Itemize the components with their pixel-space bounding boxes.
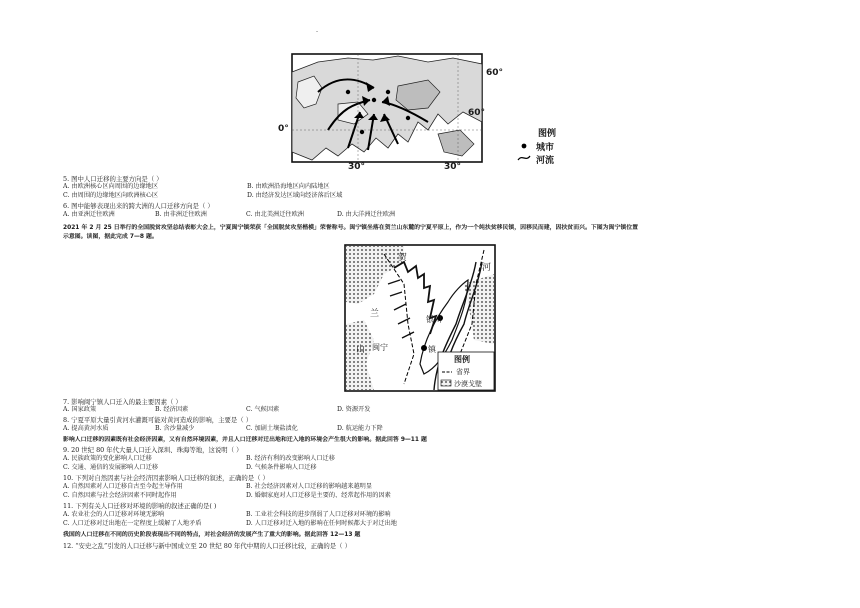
q5-option-a: A. 由欧洲核心区向周围的边缘地区 (63, 183, 159, 190)
q7-option-a: A. 国家政策 (63, 406, 97, 413)
map2-river-label: 河 (482, 263, 492, 273)
q5-option-c: C. 由周围的边缘地区向欧洲核心区 (63, 192, 159, 199)
q8-option-c: C. 加剧土壤盐渍化 (246, 425, 298, 432)
intro-7-8-line2: 示意图。读图，据此完成 7—8 题。 (63, 234, 158, 240)
lat-60-label: 60° (468, 108, 486, 118)
q5-option-b: B. 由欧洲沿海地区向内陆地区 (247, 183, 330, 190)
map2-minning-label: 闽宁 (372, 343, 388, 352)
q11-option-c: C. 人口迁移对迁出地在一定程度上缓解了人地矛盾 (63, 520, 202, 527)
q9-option-b: B. 经济有利的改变影响人口迁移 (246, 455, 335, 462)
map2-yinchuan-label: 银川 (426, 315, 442, 324)
q9-stem: 9. 20 世纪 80 年代大量人口迁入深圳、珠海等地，这说明（ ） (63, 446, 243, 454)
lon-30-left-label: 30° (348, 162, 366, 172)
lon-30-right-label: 30° (444, 162, 462, 172)
q7-option-b: B. 经济因素 (155, 406, 189, 413)
q7-stem: 7. 影响闽宁镇人口迁入的最主要因素（ ） (63, 398, 182, 406)
map2-legend-title: 图例 (454, 355, 470, 364)
q10-stem: 10. 下列对自然因素与社会经济因素影响人口迁移的叙述，正确的是（ ） (63, 474, 269, 482)
q8-option-b: B. 含沙量减少 (155, 425, 195, 432)
q10-option-b: B. 社会经济因素对人口迁移的影响越来越明显 (246, 483, 373, 490)
minning-location-map (344, 244, 496, 392)
map2-lan-label: 兰 (370, 309, 380, 319)
q8-option-a: A. 提高黄河水质 (63, 425, 109, 432)
map2-he-label: 贺 (398, 253, 408, 263)
q7-option-d: D. 资源开发 (337, 406, 371, 413)
q9-option-a: A. 民族政策的变化影响人口迁移 (63, 455, 152, 462)
map2-town-label: 镇 (428, 345, 436, 354)
map1-legend-title: 图例 (538, 129, 557, 139)
q10-option-c: C. 自然因素与社会经济因素不同时起作用 (63, 492, 177, 499)
q6-stem: 6. 图中能够表现出来的跨大洲的人口迁移方向是（ ） (63, 202, 214, 210)
minning-map-drawing (344, 244, 496, 392)
map2-shan-label: 山 (356, 345, 366, 355)
q5-option-d: D. 由经济发达区域向经济落后区域 (247, 192, 343, 199)
q12-stem: 12. “安史之乱”引发的人口迁移与新中国成立至 20 世纪 80 年代中期的人口迁移比较，正确的是（ ） (63, 542, 351, 550)
q9-option-d: D. 气候条件影响人口迁移 (246, 464, 317, 471)
q6-option-a: A. 由亚洲迁往欧洲 (63, 211, 115, 218)
lat-60-right-label: 60° (486, 68, 504, 78)
q10-option-d: D. 婚姻家庭对人口迁移是主要的、经常起作用的因素 (246, 492, 391, 499)
map1-legend-city: 城市 (536, 143, 555, 153)
q11-option-a: A. 农业社会的人口迁移对环境无影响 (63, 511, 165, 518)
intro-9-11: 影响人口迁移的因素既有社会经济因素，又有自然环境因素，并且人口迁移对迁出地和迁入地的环境会产生很大的影响。据此回答 9—11 题 (63, 437, 427, 443)
q8-option-d: D. 航运能力下降 (337, 425, 383, 432)
intro-12-13: 我国的人口迁移在不同的历史阶段表现出不同的特点，对社会经济的发展产生了重大的影响。据此回答 12—13 题 (63, 532, 361, 538)
top-mark: · (316, 28, 319, 36)
map1-legend-river: 河流 (536, 156, 555, 166)
map2-legend-border: 省界 (456, 368, 470, 376)
q9-option-c: C. 交通、通信的发展影响人口迁移 (63, 464, 159, 471)
europe-map-drawing (278, 52, 608, 172)
q11-option-b: B. 工业社会科技的进步削弱了人口迁移对环境的影响 (246, 511, 391, 518)
europe-migration-map (278, 52, 608, 172)
q11-option-d: D. 人口迁移对迁入地的影响在任何时候都大于对迁出地 (246, 520, 397, 527)
q8-stem: 8. 宁夏平原大量引黄河水灌溉可能对黄河造成的影响，主要是（ ） (63, 416, 253, 424)
q7-option-c: C. 气候因素 (246, 406, 280, 413)
q6-option-b: B. 由非洲迁往欧洲 (155, 211, 207, 218)
map2-legend-desert: 沙漠戈壁 (454, 380, 482, 388)
q11-stem: 11. 下列有关人口迁移对环境的影响的叙述正确的是( ) (63, 502, 217, 510)
intro-7-8-line1: 2021 年 2 月 25 日举行的全国脱贫攻坚总结表彰大会上，宁夏闽宁镇荣获「全国脱贫攻坚楷模」荣誉称号。闽宁镇坐落在贺兰山东麓的宁夏平原上，作为一个纯扶贫移民镇，因移民而建，因扶贫而兴。下图为闽宁镇位置 (63, 225, 638, 231)
q10-option-a: A. 自然因素对人口迁移自古至今起主导作用 (63, 483, 183, 490)
q6-option-d: D. 由大洋洲迁往欧洲 (337, 211, 396, 218)
lat-0-left-label: 0° (278, 124, 289, 134)
q6-option-c: C. 由北美洲迁往欧洲 (246, 211, 304, 218)
q5-stem: 5. 图中人口迁移的主要方向是（ ） (63, 175, 163, 183)
